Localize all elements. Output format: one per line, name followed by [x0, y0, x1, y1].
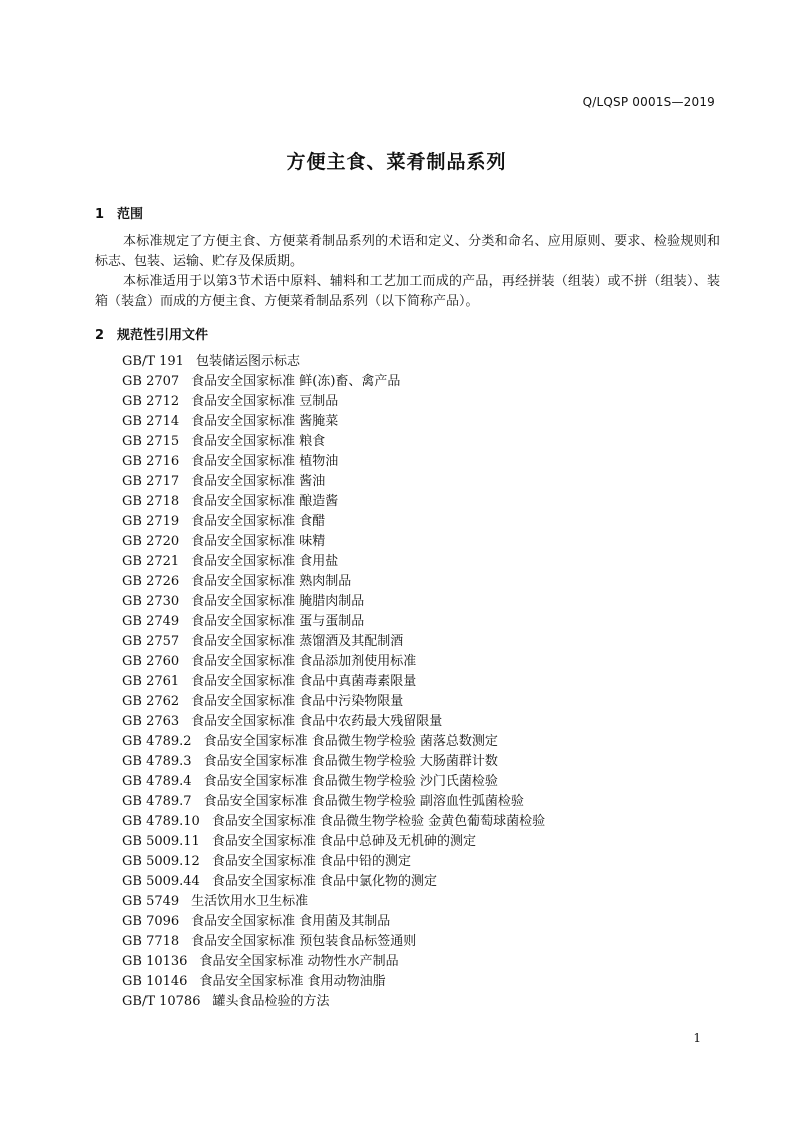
- reference-title: 包装储运图示标志: [195, 354, 300, 369]
- reference-item: [122, 472, 545, 492]
- reference-item: [122, 612, 545, 632]
- reference-item: [122, 372, 545, 392]
- reference-code: GB 5749: [122, 894, 180, 909]
- reference-title: 食品安全国家标准 粮食: [191, 434, 326, 449]
- reference-code: GB 2762: [122, 694, 180, 709]
- reference-item: [122, 912, 545, 932]
- reference-title: 食品安全国家标准 食品微生物学检验 副溶血性弧菌检验: [203, 794, 524, 809]
- reference-item: [122, 572, 545, 592]
- reference-title: 食品安全国家标准 预包装食品标签通则: [191, 934, 417, 949]
- reference-item: [122, 672, 545, 692]
- reference-item: [122, 792, 545, 812]
- reference-title: 食品安全国家标准 食用动物油脂: [199, 974, 386, 989]
- reference-code: GB 2749: [122, 614, 180, 629]
- reference-title: 食品安全国家标准 食品微生物学检验 大肠菌群计数: [203, 754, 498, 769]
- reference-item: [122, 592, 545, 612]
- reference-title: 食品安全国家标准 食品中污染物限量: [191, 694, 404, 709]
- reference-title: 食品安全国家标准 酿造酱: [191, 494, 339, 509]
- reference-item: [122, 352, 545, 372]
- reference-code: GB 7718: [122, 934, 180, 949]
- reference-code: GB 2715: [122, 434, 180, 449]
- reference-title: 食品安全国家标准 食品微生物学检验 金黄色葡萄球菌检验: [211, 814, 546, 829]
- page-number: 1: [693, 1031, 701, 1045]
- reference-title: 食品安全国家标准 食品中真菌毒素限量: [191, 674, 417, 689]
- reference-code: GB/T 191: [122, 354, 184, 369]
- reference-item: [122, 932, 545, 952]
- document-title: 方便主食、菜肴制品系列: [286, 151, 507, 173]
- reference-item: [122, 492, 545, 512]
- reference-code: GB 2714: [122, 414, 180, 429]
- reference-title: 食品安全国家标准 熟肉制品: [191, 574, 352, 589]
- reference-title: 食品安全国家标准 食品添加剂使用标准: [191, 654, 417, 669]
- reference-title: 食品安全国家标准 食用盐: [191, 554, 339, 569]
- reference-title: 食品安全国家标准 食品微生物学检验 菌落总数测定: [203, 734, 498, 749]
- reference-title: 食品安全国家标准 食品中总砷及无机砷的测定: [211, 834, 476, 849]
- reference-code: GB 7096: [122, 914, 180, 929]
- reference-title: 食品安全国家标准 食用菌及其制品: [191, 914, 391, 929]
- reference-item: [122, 532, 545, 552]
- reference-title: 生活饮用水卫生标准: [191, 894, 309, 909]
- reference-code: GB 4789.7: [122, 794, 192, 809]
- reference-item: [122, 752, 545, 772]
- reference-item: [122, 412, 545, 432]
- reference-item: [122, 972, 545, 992]
- reference-item: [122, 692, 545, 712]
- reference-title: 罐头食品检验的方法: [212, 994, 330, 1009]
- reference-title: 食品安全国家标准 豆制品: [191, 394, 339, 409]
- reference-item: [122, 832, 545, 852]
- reference-item: [122, 552, 545, 572]
- reference-title: 食品安全国家标准 食醋: [191, 514, 326, 529]
- reference-title: 食品安全国家标准 酱腌菜: [191, 414, 339, 429]
- reference-item: [122, 892, 545, 912]
- reference-code: GB 10146: [122, 974, 188, 989]
- reference-item: [122, 392, 545, 412]
- reference-item: [122, 772, 545, 792]
- reference-code: GB 2763: [122, 714, 180, 729]
- section-number: 1: [95, 207, 105, 222]
- reference-item: [122, 632, 545, 652]
- reference-code: GB 5009.11: [122, 834, 200, 849]
- reference-title: 食品安全国家标准 食品中铅的测定: [211, 854, 411, 869]
- reference-code: GB 2718: [122, 494, 180, 509]
- section-heading-normative-references: [95, 324, 208, 343]
- reference-code: GB 2721: [122, 554, 180, 569]
- reference-code: GB 2761: [122, 674, 180, 689]
- reference-code: GB 2712: [122, 394, 180, 409]
- reference-code: GB 5009.12: [122, 854, 200, 869]
- standard-code: Q/LQSP 0001S—2019: [582, 95, 715, 109]
- reference-code: GB 2757: [122, 634, 180, 649]
- reference-title: 食品安全国家标准 食品中农药最大残留限量: [191, 714, 443, 729]
- reference-item: [122, 852, 545, 872]
- reference-code: GB 2726: [122, 574, 180, 589]
- reference-item: [122, 432, 545, 452]
- reference-item: [122, 952, 545, 972]
- reference-title: 食品安全国家标准 动物性水产制品: [199, 954, 399, 969]
- reference-code: GB 4789.4: [122, 774, 192, 789]
- reference-code: GB 2720: [122, 534, 180, 549]
- reference-title: 食品安全国家标准 味精: [191, 534, 326, 549]
- reference-title: 食品安全国家标准 蒸馏酒及其配制酒: [191, 634, 404, 649]
- reference-item: [122, 512, 545, 532]
- reference-title: 食品安全国家标准 植物油: [191, 454, 339, 469]
- reference-item: [122, 872, 545, 892]
- reference-title: 食品安全国家标准 食品中氯化物的测定: [211, 874, 437, 889]
- scope-paragraph-2: 本标准适用于以第3节术语中原料、辅料和工艺加工而成的产品，再经拼装（组装）或不拼（组装）、装箱（装盒）而成的方便主食、方便菜肴制品系列（以下简称产品）。: [95, 274, 720, 309]
- section-title: 范围: [117, 207, 144, 222]
- reference-item: [122, 812, 545, 832]
- reference-item: [122, 452, 545, 472]
- reference-code: GB 2730: [122, 594, 180, 609]
- reference-item: [122, 712, 545, 732]
- section-title: 规范性引用文件: [117, 328, 209, 343]
- reference-title: 食品安全国家标准 腌腊肉制品: [191, 594, 365, 609]
- reference-title: 食品安全国家标准 食品微生物学检验 沙门氏菌检验: [203, 774, 498, 789]
- reference-code: GB/T 10786: [122, 994, 201, 1009]
- reference-code: GB 4789.10: [122, 814, 200, 829]
- section-heading-scope: [95, 203, 143, 222]
- reference-code: GB 4789.2: [122, 734, 192, 749]
- reference-code: GB 2716: [122, 454, 180, 469]
- reference-code: GB 5009.44: [122, 874, 200, 889]
- reference-item: [122, 732, 545, 752]
- section-number: 2: [95, 328, 105, 343]
- reference-title: 食品安全国家标准 酱油: [191, 474, 326, 489]
- reference-item: [122, 652, 545, 672]
- reference-list: [122, 352, 545, 1012]
- reference-code: GB 2707: [122, 374, 180, 389]
- reference-item: [122, 992, 545, 1012]
- reference-title: 食品安全国家标准 蛋与蛋制品: [191, 614, 365, 629]
- reference-code: GB 10136: [122, 954, 188, 969]
- reference-code: GB 2717: [122, 474, 180, 489]
- reference-code: GB 2719: [122, 514, 180, 529]
- reference-code: GB 4789.3: [122, 754, 192, 769]
- reference-code: GB 2760: [122, 654, 180, 669]
- scope-paragraph-1: 本标准规定了方便主食、方便菜肴制品系列的术语和定义、分类和命名、应用原则、要求、检验规则和标志、包装、运输、贮存及保质期。: [95, 234, 720, 269]
- reference-title: 食品安全国家标准 鲜(冻)畜、禽产品: [191, 374, 401, 389]
